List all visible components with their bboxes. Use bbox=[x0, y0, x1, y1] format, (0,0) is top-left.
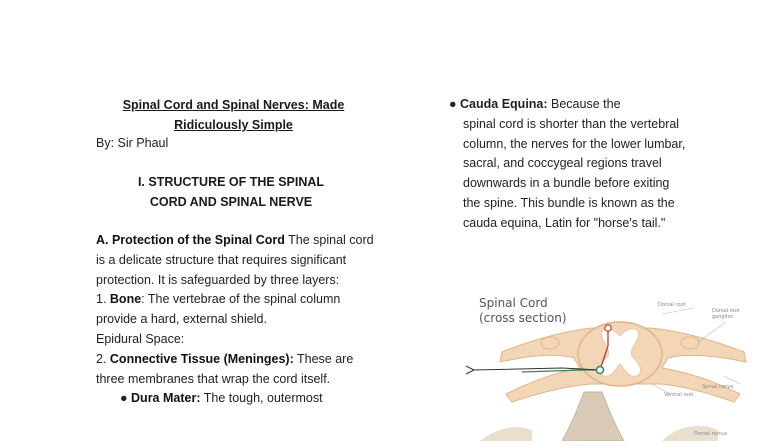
leader-line-dorsal-root bbox=[662, 308, 694, 314]
figure-title-line-1: Spinal Cord bbox=[479, 296, 548, 310]
bullet-icon: ● bbox=[120, 391, 132, 406]
leader-line-spinal-nerve bbox=[724, 376, 740, 384]
spinal-cord-cross-section-figure bbox=[462, 288, 784, 441]
axon-end-arrow bbox=[466, 366, 474, 374]
title-line-1: Spinal Cord and Spinal Nerves: Made bbox=[122, 98, 345, 112]
item-bone-number: 1. bbox=[96, 292, 110, 307]
cauda-equina-text-start: Because the bbox=[547, 97, 621, 111]
author-byline: By: Sir Phaul bbox=[96, 136, 169, 150]
item-meninges-text: These are three membranes that wrap the cord itself. bbox=[96, 351, 354, 386]
cauda-equina-term: Cauda Equina: bbox=[460, 97, 548, 111]
bullet-icon: ● bbox=[449, 97, 461, 111]
section-heading-line-1: I. STRUCTURE OF THE SPINAL bbox=[137, 175, 325, 189]
sensory-neuron-cell bbox=[605, 325, 611, 331]
dura-mater-text: The tough, outermost bbox=[200, 391, 323, 406]
title-line-2: Ridiculously Simple bbox=[174, 118, 293, 132]
ganglion-left bbox=[541, 337, 559, 349]
item-meninges bbox=[96, 350, 380, 390]
item-meninges-term: Connective Tissue (Meninges): bbox=[109, 351, 294, 366]
vertebra-shape bbox=[562, 392, 624, 441]
leader-line-ganglion bbox=[698, 322, 726, 342]
item-bone-term: Bone bbox=[109, 292, 142, 307]
cauda-equina-text: spinal cord is shorter than the vertebral column, the nerves for the lower lumbar, sacral, and coccygeal regions travel downwards in a bundle before exiting the spine. This bundle is known as the cauda equina, Latin for "horse's tail." bbox=[463, 116, 686, 230]
ganglion-right bbox=[681, 337, 699, 349]
label-dorsal-ramus: Dorsal ramus bbox=[694, 431, 728, 437]
figure-title-line-2: (cross section) bbox=[479, 311, 567, 325]
dura-mater-term: Dura Mater: bbox=[131, 391, 201, 406]
right-column-body bbox=[449, 95, 689, 234]
label-dorsal-root: Dorsal root bbox=[658, 302, 686, 308]
protection-heading: A. Protection of the Spinal Cord bbox=[96, 233, 285, 247]
cauda-equina-first-line bbox=[449, 95, 689, 115]
label-ventral-root: Ventral root bbox=[664, 392, 694, 398]
item-bone-text: : The vertebrae of the spinal column provide a hard, external shield. bbox=[96, 292, 341, 327]
protection-paragraph bbox=[96, 231, 380, 290]
document-title bbox=[96, 95, 371, 135]
item-meninges-number: 2. bbox=[96, 351, 110, 366]
left-column-body bbox=[96, 231, 380, 409]
figure-title bbox=[479, 296, 567, 326]
epidural-space-line: Epidural Space: bbox=[96, 331, 185, 346]
dura-mater-bullet bbox=[96, 389, 380, 409]
motor-neuron-cell bbox=[597, 367, 604, 374]
section-heading bbox=[96, 172, 366, 212]
section-heading-line-2: CORD AND SPINAL NERVE bbox=[149, 195, 313, 209]
bone-left-shape bbox=[480, 427, 532, 441]
label-spinal-nerve: Spinal nerve bbox=[702, 384, 734, 390]
protection-text: The spinal cord is a delicate structure that requires significant protection. It is safeguarded by three layers: bbox=[96, 233, 374, 287]
item-bone bbox=[96, 290, 380, 330]
label-dorsal-root-ganglion: Dorsal root ganglion bbox=[712, 308, 740, 320]
